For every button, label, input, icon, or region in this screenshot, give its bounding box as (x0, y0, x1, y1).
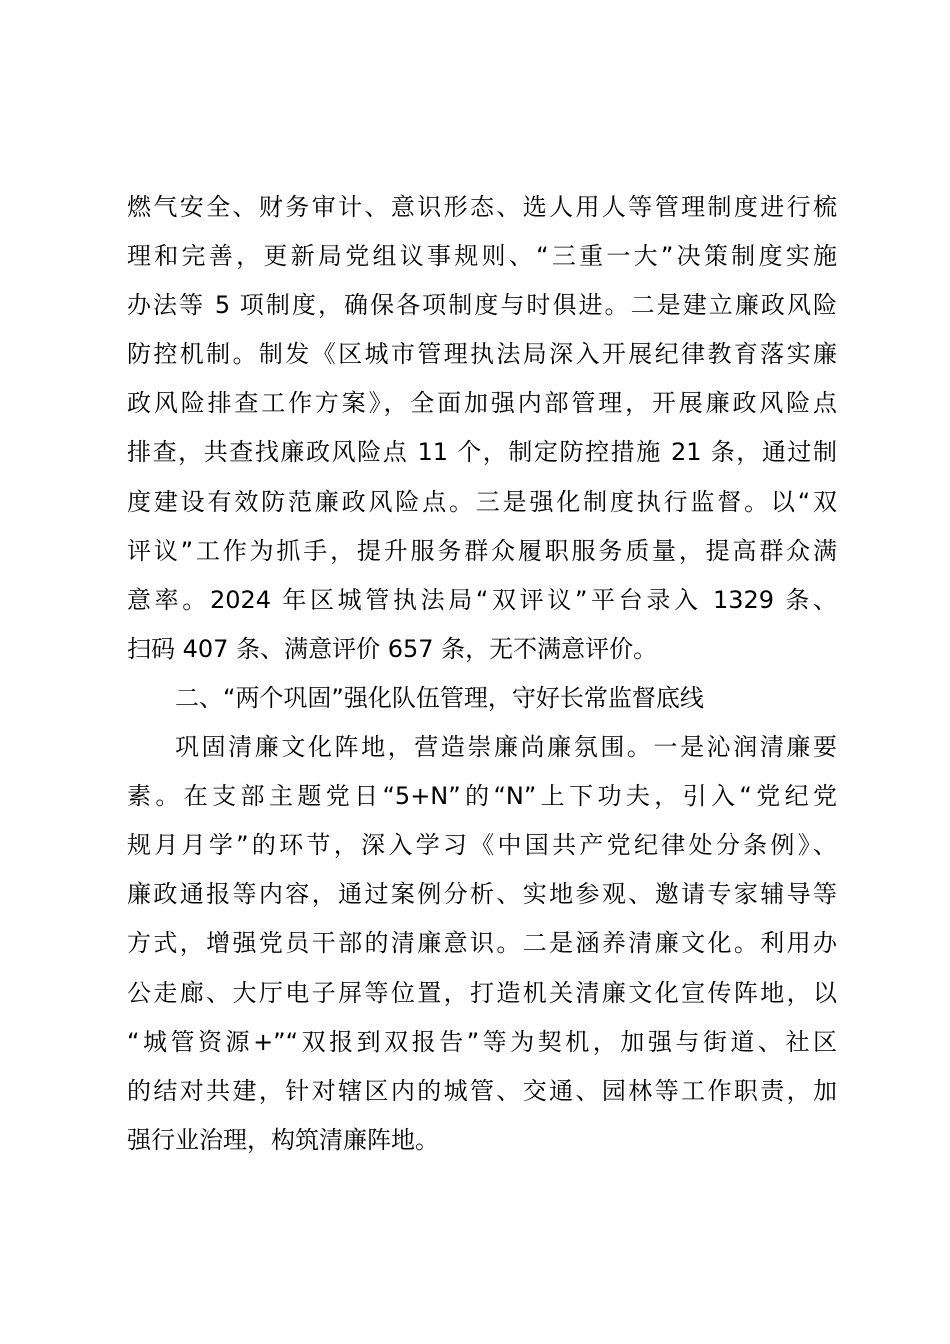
text-line: 公走廊、大厅电子屏等位置，打造机关清廉文化宣传阵地，以 (127, 978, 837, 1007)
text-line: 政风险排查工作方案》，全面加强内部管理，开展廉政风险点 (127, 389, 837, 418)
text-line: 办法等 5 项制度，确保各项制度与时俱进。二是建立廉政风险 (127, 291, 837, 320)
text-line: 规月月学”的环节，深入学习《中国共产党纪律处分条例》、 (127, 831, 837, 860)
text-line: 防控机制。制发《区城市管理执法局深入开展纪律教育落实廉 (127, 340, 837, 369)
paragraph-1 (127, 183, 837, 674)
text-line: 强行业治理，构筑清廉阵地。 (127, 1125, 439, 1154)
text-line: “城管资源+”“双报到双报告”等为契机，加强与街道、社区 (127, 1027, 837, 1056)
text-line: 排查，共查找廉政风险点 11 个，制定防控措施 21 条，通过制 (127, 438, 837, 467)
text-line: 意率。2024 年区城管执法局“双评议”平台录入 1329 条、 (127, 585, 837, 614)
text-line: 评议”工作为抓手，提升服务群众履职服务质量，提高群众满 (127, 536, 837, 565)
text-line: 理和完善，更新局党组议事规则、“三重一大”决策制度实施 (127, 242, 837, 271)
text-line: 燃气安全、财务审计、意识形态、选人用人等管理制度进行梳 (127, 193, 837, 221)
text-line: 度建设有效防范廉政风险点。三是强化制度执行监督。以“双 (127, 487, 837, 516)
section-heading: 二、“两个巩固”强化队伍管理，守好长常监督底线 (175, 683, 704, 712)
text-line: 廉政通报等内容，通过案例分析、实地参观、邀请专家辅导等 (127, 880, 837, 909)
text-line: 巩固清廉文化阵地，营造崇廉尚廉氛围。一是沁润清廉要 (175, 733, 837, 762)
text-line: 素。在支部主题党日“5+N”的“N”上下功夫，引入“党纪党 (127, 782, 837, 811)
document-body (127, 183, 837, 1165)
text-line: 方式，增强党员干部的清廉意识。二是涵养清廉文化。利用办 (127, 929, 837, 958)
paragraph-2 (127, 723, 837, 1165)
text-line: 的结对共建，针对辖区内的城管、交通、园林等工作职责，加 (127, 1076, 837, 1105)
text-line: 扫码 407 条、满意评价 657 条，无不满意评价。 (127, 634, 658, 663)
